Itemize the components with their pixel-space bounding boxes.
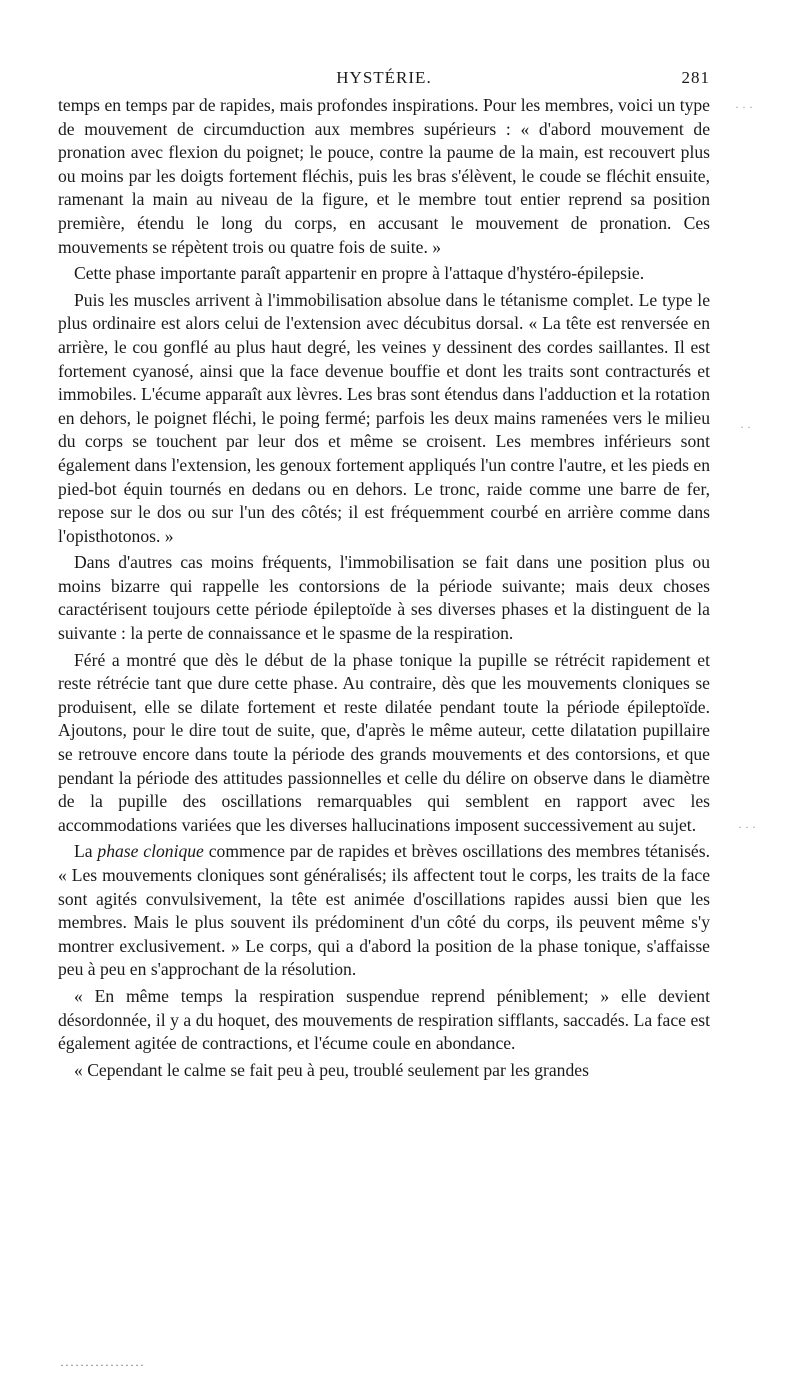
paragraph-text: La bbox=[74, 841, 98, 862]
paragraph: « En même temps la respiration suspendue reprend péniblement; » elle devient désordonnée, il y a du hoquet, des mouvements de respiration sifflants, saccadés. La face est également agitée de contractions, et l'écume coule en abondance. bbox=[58, 985, 710, 1054]
paragraph: Féré a montré que dès le début de la phase tonique la pupille se rétrécit rapidement et reste rétrécie tant que dure cette phase. Au contraire, dès que les mouvements cloniques se produisent, elle se dilate fortement et reste dilatée pendant toute la période épileptoïde. Ajoutons, pour le dire tout de suite, que, d'après le même auteur, cette dilatation pupillaire se retrouve encore dans toute la période des grands mouvements et des contorsions, et que pendant la période des attitudes passionnelles et celle du délire on observe dans le diamètre de la pupille des oscillations remarquables qui semblent en rapport avec les accommodations variées que les diverses hallucinations imposent successivement au sujet. bbox=[58, 649, 710, 835]
paragraph: temps en temps par de rapides, mais profondes inspirations. Pour les membres, voici un type de mouvement de circumduction aux membres supérieurs : « d'abord mouvement de pronation avec flexion du poignet; le pouce, contre la paume de la main, est recouvert plus ou moins par les doigts fortement fléchis, puis les bras s'élèvent, le coude se fléchit ensuite, ramenant la main au niveau de la figure, et le membre tout entier reprend sa position première, étendu le long du corps, en accusant le mouvement de pronation. Ces mouvements se répètent trois ou quatre fois de suite. » bbox=[58, 95, 710, 257]
page bbox=[58, 62, 710, 1082]
paragraph: « Cependant le calme se fait peu à peu, troublé seulement par les grandes bbox=[74, 1059, 589, 1080]
footer-dots: ················· bbox=[60, 1358, 145, 1372]
body-text bbox=[58, 94, 710, 1082]
page-number: 281 bbox=[681, 68, 710, 87]
margin-noise: · · · bbox=[738, 820, 756, 834]
paragraph-text: commence par de rapides et brèves oscillations des membres tétanisés. « Les mouvements cloniques sont généralisés; ils affectent tout le corps, les traits de la face sont agités convulsivement, la tête est animée d'oscillations rapides aussi bien que les membres. Mais le plus souvent ils prédominent d'un côté du corps, ils peuvent même s'y montrer exclusivement. » Le corps, qui a d'abord la position de la phase tonique, s'affaisse peu à peu en s'approchant de la résolution. bbox=[58, 841, 710, 980]
running-header bbox=[58, 62, 710, 94]
margin-noise: · · · bbox=[735, 100, 753, 114]
italic-term: phase clonique bbox=[97, 841, 204, 862]
paragraph bbox=[58, 840, 710, 982]
margin-noise: · · bbox=[740, 420, 751, 434]
running-title: HYSTÉRIE. bbox=[336, 68, 432, 87]
paragraph: Puis les muscles arrivent à l'immobilisation absolue dans le tétanisme complet. Le type le plus ordinaire est alors celui de l'extension avec décubitus dorsal. « La tête est renversée en arrière, le cou gonflé au plus haut degré, les veines y dessinent des cordes saillantes. Il est fortement cyanosé, ainsi que la face devenue bouffie et dont les traits sont contracturés et immobiles. L'écume apparaît aux lèvres. Les bras sont étendus dans l'adduction et la rotation en dehors, le poignet fléchi, le poing fermé; parfois les deux mains ramenées vers le milieu du corps se touchent par leur dos et même se croisent. Les membres inférieurs sont également dans l'extension, les genoux fortement appliqués l'un contre l'autre, et les pieds en pied-bot équin tournés en dedans ou en dehors. Le tronc, raide comme une barre de fer, repose sur le dos ou sur l'un des côtés; il est fréquemment courbé en arrière comme dans l'opisthotonos. » bbox=[58, 289, 710, 546]
paragraph: Dans d'autres cas moins fréquents, l'immobilisation se fait dans une position plus ou moins bizarre qui rappelle les contorsions de la période suivante; mais deux choses caractérisent toujours cette période épileptoïde à ses diverses phases et la distinguent de la suivante : la perte de connaissance et le spasme de la respiration. bbox=[58, 552, 710, 644]
paragraph: Cette phase importante paraît appartenir en propre à l'attaque d'hystéro-épilepsie. bbox=[74, 263, 645, 284]
